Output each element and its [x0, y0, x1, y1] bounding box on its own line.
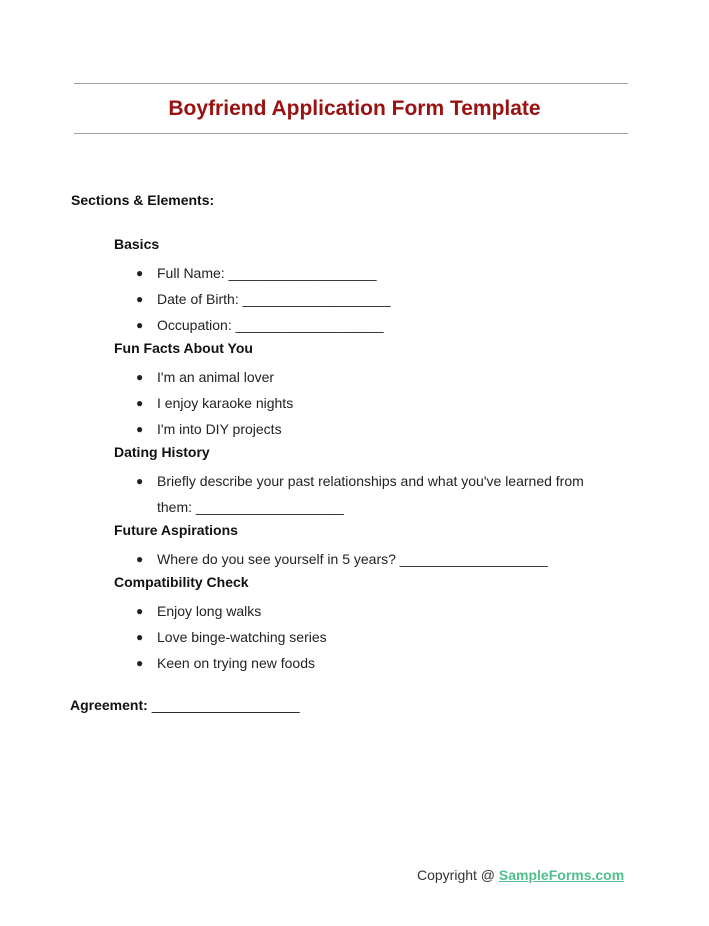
list-item-text: I'm into DIY projects [157, 421, 282, 437]
title-bottom-rule [74, 133, 628, 134]
list-item-text: Occupation: ___________________ [157, 317, 384, 333]
copyright-footer [417, 866, 624, 884]
list-item-text: Where do you see yourself in 5 years? ___________________ [157, 551, 548, 567]
section-compatibility-check [114, 572, 614, 676]
title-top-rule [74, 83, 628, 84]
list-item [114, 364, 614, 390]
section-dating-history [114, 442, 614, 520]
list-item-text: I'm an animal lover [157, 369, 275, 385]
list-item-text: Briefly describe your past relationships and what you've learned from them: ___________________ [157, 473, 584, 515]
section-basics [114, 234, 614, 338]
list-item-text: Date of Birth: ___________________ [157, 291, 391, 307]
section-list [114, 260, 614, 338]
section-list [114, 598, 614, 676]
list-item-text: Enjoy long walks [157, 603, 262, 619]
sections-heading: Sections & Elements: [71, 192, 215, 208]
bullet-icon: ● [136, 292, 144, 306]
bullet-icon: ● [136, 474, 144, 488]
bullet-icon: ● [136, 604, 144, 618]
list-item [114, 312, 614, 338]
list-item-text: I enjoy karaoke nights [157, 395, 294, 411]
section-title: Future Aspirations [114, 522, 238, 538]
list-item [114, 286, 614, 312]
agreement-label: Agreement: [70, 697, 148, 713]
bullet-icon: ● [136, 656, 144, 670]
list-item [114, 260, 614, 286]
bullet-icon: ● [136, 630, 144, 644]
list-item [114, 390, 614, 416]
section-list [114, 364, 614, 442]
list-item [114, 624, 614, 650]
bullet-icon: ● [136, 370, 144, 384]
section-list [114, 546, 614, 572]
agreement-blank: ___________________ [151, 697, 300, 713]
list-item [114, 598, 614, 624]
copyright-text: Copyright @ [417, 867, 499, 883]
section-list [114, 468, 614, 520]
list-item [114, 650, 614, 676]
section-future-aspirations [114, 520, 614, 572]
list-item-text: Full Name: ___________________ [157, 265, 377, 281]
bullet-icon: ● [136, 422, 144, 436]
list-item [114, 468, 614, 520]
bullet-icon: ● [136, 552, 144, 566]
sections-container [114, 234, 614, 676]
agreement-line [70, 696, 300, 714]
page-title: Boyfriend Application Form Template [168, 97, 541, 120]
section-title: Compatibility Check [114, 574, 249, 590]
sampleforms-link[interactable]: SampleForms.com [498, 867, 625, 883]
bullet-icon: ● [136, 396, 144, 410]
list-item [114, 546, 614, 572]
section-title: Fun Facts About You [114, 340, 253, 356]
list-item-text: Keen on trying new foods [157, 655, 315, 671]
bullet-icon: ● [136, 318, 144, 332]
section-fun-facts [114, 338, 614, 442]
bullet-icon: ● [136, 266, 144, 280]
list-item-text: Love binge-watching series [157, 629, 327, 645]
section-title: Basics [114, 236, 160, 252]
section-title: Dating History [114, 444, 210, 460]
list-item [114, 416, 614, 442]
